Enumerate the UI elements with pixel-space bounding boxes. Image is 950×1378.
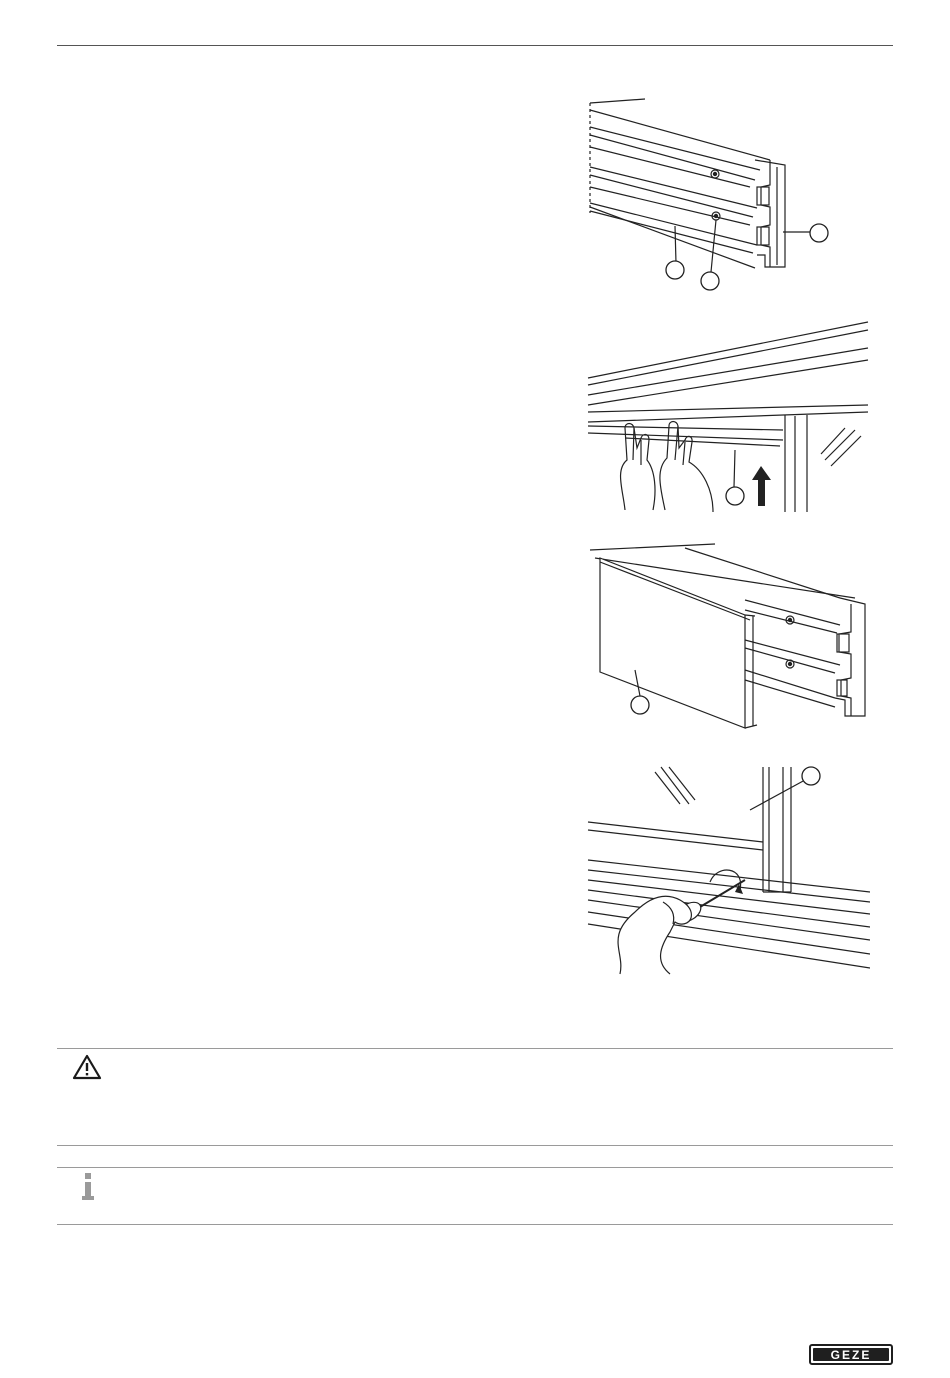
- logo-text: GEZE: [813, 1348, 889, 1361]
- screw-tightening-figure: [585, 762, 870, 982]
- callout-circle: [802, 767, 820, 785]
- callout-circle: [726, 487, 744, 505]
- guide-rail-profile-figure: [585, 95, 835, 295]
- rail-lifting-figure: [585, 320, 870, 515]
- callout-circle: [631, 696, 649, 714]
- info-top-rule: [57, 1167, 893, 1168]
- warning-triangle-icon: [72, 1054, 102, 1085]
- callout-circle: [810, 224, 828, 242]
- callout-circle: [701, 272, 719, 290]
- callout-circle: [666, 261, 684, 279]
- geze-logo: [809, 1344, 893, 1365]
- info-icon: [80, 1172, 96, 1207]
- warning-bottom-rule: [57, 1145, 893, 1146]
- cover-panel-figure: [585, 540, 870, 730]
- info-bottom-rule: [57, 1224, 893, 1225]
- header-rule: [57, 45, 893, 46]
- warning-top-rule: [57, 1048, 893, 1049]
